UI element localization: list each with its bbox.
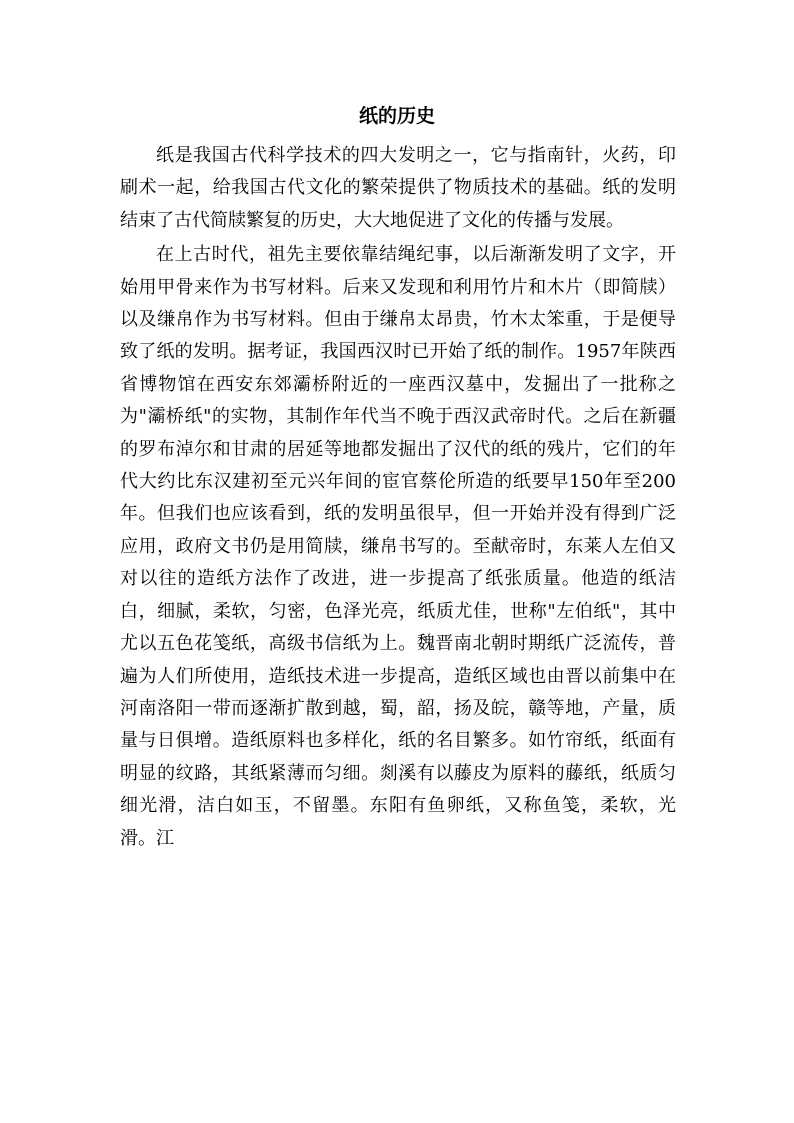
document-body — [120, 140, 676, 855]
document-title: 纸的历史 — [358, 105, 435, 127]
paragraph-history: 在上古时代，祖先主要依靠结绳纪事，以后渐渐发明了文字，开始用甲骨来作为书写材料。后来又发现和利用竹片和木片（即简牍）以及缣帛作为书写材料。但由于缣帛太昂贵，竹木太笨重，于是便导致了纸的发明。据考证，我国西汉时已开始了纸的制作。1957年陕西省博物馆在西安东郊灞桥附近的一座西汉墓中，发掘出了一批称之为"灞桥纸"的实物，其制作年代当不晚于西汉武帝时代。之后在新疆的罗布淖尔和甘肃的居延等地都发掘出了汉代的纸的残片，它们的年代大约比东汉建初至元兴年间的宦官蔡伦所造的纸要早150年至200年。但我们也应该看到，纸的发明虽很早，但一开始并没有得到广泛应用，政府文书仍是用简牍，缣帛书写的。至献帝时，东莱人左伯又对以往的造纸方法作了改进，进一步提高了纸张质量。他造的纸洁白，细腻，柔软，匀密，色泽光亮，纸质尤佳，世称"左伯纸"，其中尤以五色花笺纸，高级书信纸为上。魏晋南北朝时期纸广泛流传，普遍为人们所使用，造纸技术进一步提高，造纸区域也由晋以前集中在河南洛阳一带而逐渐扩散到越，蜀，韶，扬及皖，赣等地，产量，质量与日俱增。造纸原料也多样化，纸的名目繁多。如竹帘纸，纸面有明显的纹路，其纸紧薄而匀细。剡溪有以藤皮为原料的藤纸，纸质匀细光滑，洁白如玉，不留墨。东阳有鱼卵纸，又称鱼笺，柔软，光滑。江 — [120, 244, 676, 849]
paragraph-intro: 纸是我国古代科学技术的四大发明之一，它与指南针，火药，印刷术一起，给我国古代文化的繁荣提供了物质技术的基础。纸的发明结束了古代简牍繁复的历史，大大地促进了文化的传播与发展。 — [120, 145, 676, 231]
